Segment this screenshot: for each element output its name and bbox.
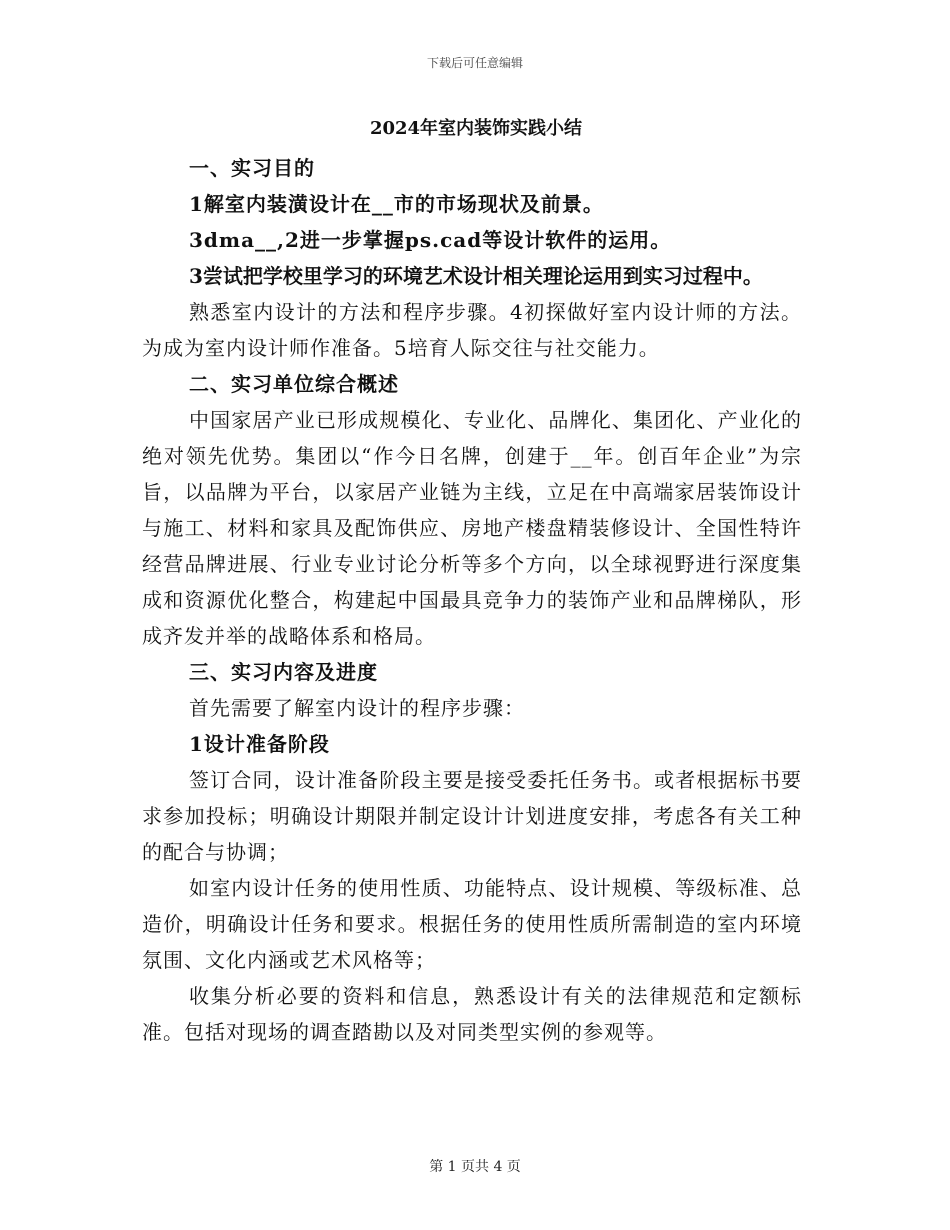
preparation-paragraph-3: 收集分析必要的资料和信息，熟悉设计有关的法律规范和定额标准。包括对现场的调查踏勘以及对同类型实例的参观等。 (142, 984, 802, 1044)
preparation-paragraph-2: 如室内设计任务的使用性质、功能特点、设计规模、等级标准、总造价，明确设计任务和要求。根据任务的使用性质所需制造的室内环境氛围、文化内涵或艺术风格等； (142, 876, 802, 972)
purpose-body-paragraph: 熟悉室内设计的方法和程序步骤。4初探做好室内设计师的方法。为成为室内设计师作准备。5培育人际交往与社交能力。 (142, 300, 802, 360)
preparation-paragraph-1: 签订合同，设计准备阶段主要是接受委托任务书。或者根据标书要求参加投标；明确设计期限并制定设计计划进度安排，考虑各有关工种的配合与协调； (142, 768, 802, 864)
content-intro-paragraph: 首先需要了解室内设计的程序步骤： (189, 696, 525, 720)
purpose-item-3: 3尝试把学校里学习的环境艺术设计相关理论运用到实习过程中。 (189, 264, 763, 288)
page-number-footer: 第 1 页共 4 页 (429, 1159, 521, 1175)
purpose-item-1: 1解室内装潢设计在__市的市场现状及前景。 (189, 192, 604, 216)
subheading-preparation-stage: 1设计准备阶段 (189, 732, 330, 756)
section-heading-content: 三、实习内容及进度 (189, 660, 378, 684)
company-overview-paragraph: 中国家居产业已形成规模化、专业化、品牌化、集团化、产业化的绝对领先优势。集团以“作今日名牌，创建于__年。创百年企业”为宗旨，以品牌为平台，以家居产业链为主线，立足在中高端家居装饰设计与施工、材料和家具及配饰供应、房地产楼盘精装修设计、全国性特许经营品牌进展、行业专业讨论分析等多个方向，以全球视野进行深度集成和资源优化整合，构建起中国最具竞争力的装饰产业和品牌梯队，形成齐发并举的战略体系和格局。 (142, 408, 802, 648)
document-title: 2024年室内装饰实践小结 (369, 118, 583, 139)
page-header-watermark: 下载后可任意编辑 (426, 56, 523, 70)
section-heading-company: 二、实习单位综合概述 (189, 372, 399, 396)
document-body (142, 116, 802, 1050)
section-heading-purpose: 一、实习目的 (189, 156, 315, 180)
purpose-item-2: 3dma__,2进一步掌握ps.cad等设计软件的运用。 (189, 228, 672, 252)
